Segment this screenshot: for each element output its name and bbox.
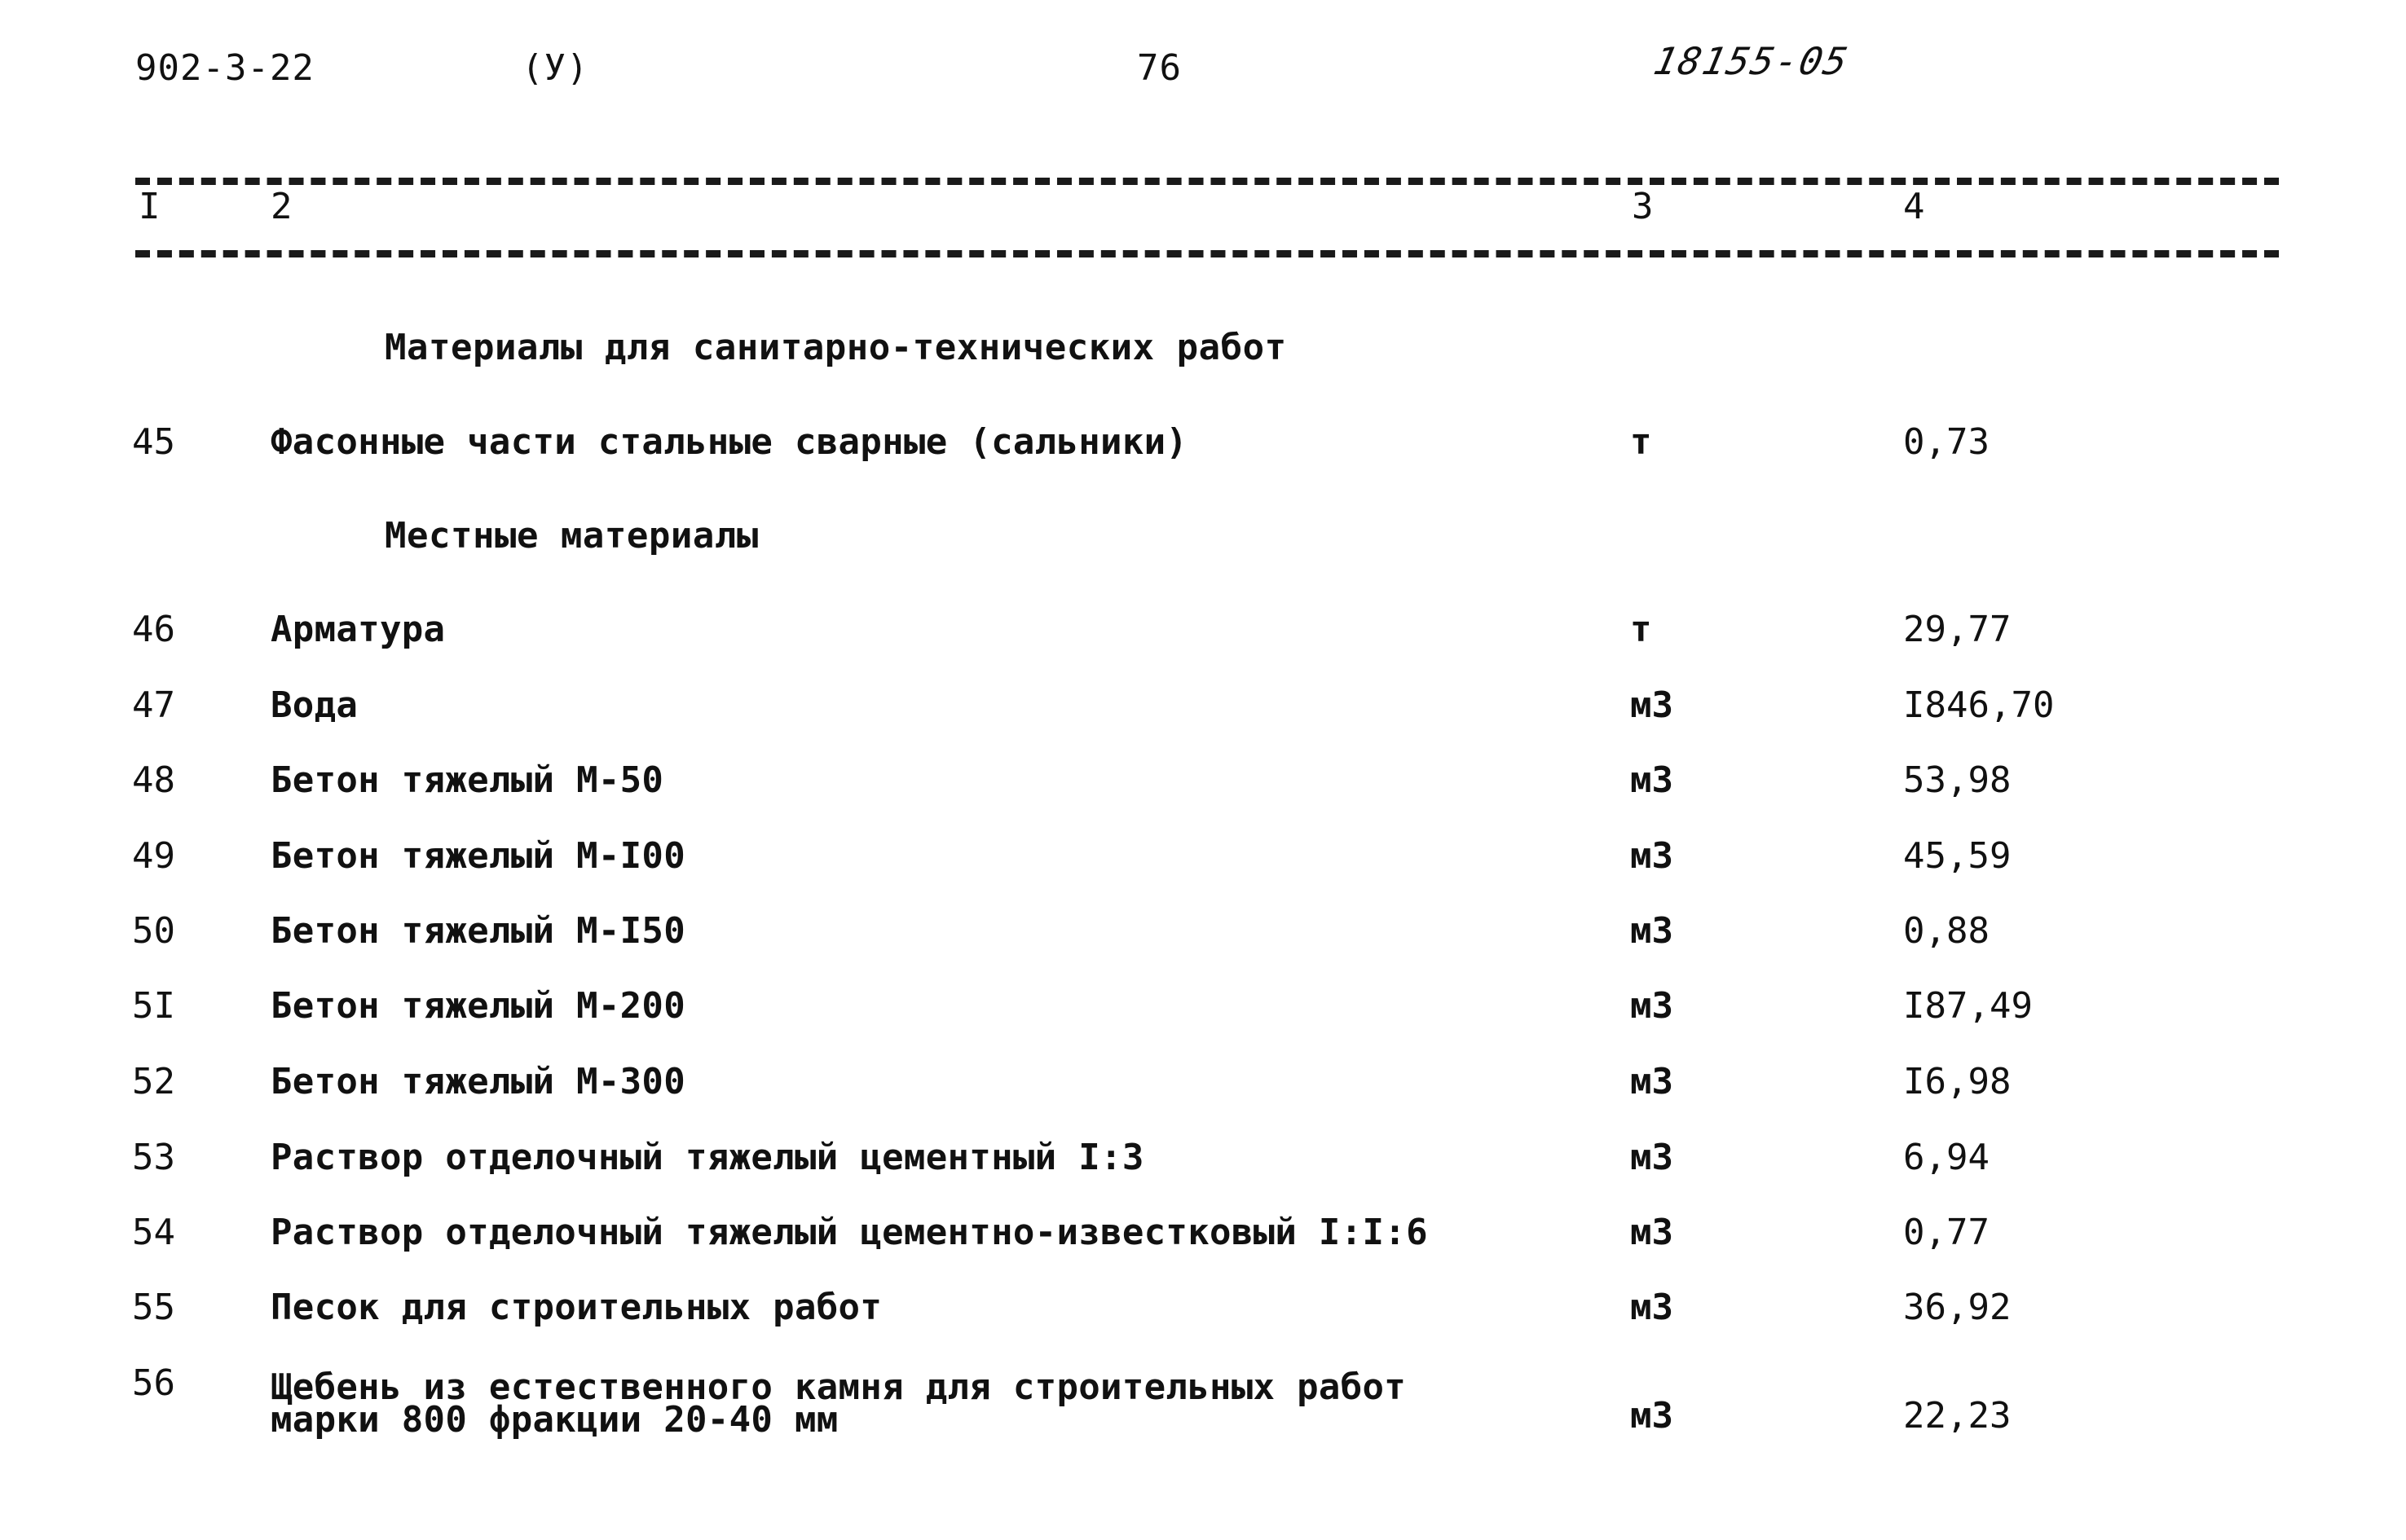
row-number: 54 xyxy=(132,1212,175,1253)
row-number: 49 xyxy=(132,835,175,877)
table-row xyxy=(0,1139,2406,1188)
table-row xyxy=(0,684,2406,736)
row-material-name: Бетон тяжелый М-300 xyxy=(271,1061,686,1102)
row-material-name: Бетон тяжелый М-I50 xyxy=(271,910,686,952)
row-material-name: Раствор отделочный тяжелый цементный I:3 xyxy=(271,1137,1144,1178)
row-material-name: Бетон тяжелый М-50 xyxy=(271,759,664,801)
row-material-name: Бетон тяжелый М-200 xyxy=(271,985,686,1027)
row-quantity: 22,23 xyxy=(1903,1395,2012,1437)
row-number: 47 xyxy=(132,684,175,726)
row-quantity: 0,73 xyxy=(1903,421,1990,463)
row-quantity: 45,59 xyxy=(1903,835,2012,877)
row-number: 45 xyxy=(132,421,175,463)
row-material-name: Вода xyxy=(271,684,359,726)
row-quantity: 0,77 xyxy=(1903,1212,1990,1253)
row-quantity: I6,98 xyxy=(1903,1061,2012,1102)
column-header-3: 3 xyxy=(1632,186,1654,227)
section-title: Местные материалы xyxy=(385,515,759,557)
row-unit: м3 xyxy=(1630,1137,1673,1178)
row-number: 48 xyxy=(132,759,175,801)
row-unit: т xyxy=(1630,421,1652,463)
row-unit: м3 xyxy=(1630,835,1673,877)
row-unit: м3 xyxy=(1630,759,1673,801)
row-material-name: Фасонные части стальные сварные (сальники) xyxy=(271,421,1188,463)
table-header-rule xyxy=(135,250,2279,257)
row-unit: м3 xyxy=(1630,1212,1673,1253)
row-material-name: Арматура xyxy=(271,609,446,650)
table-row xyxy=(0,985,2406,1036)
page-number: 76 xyxy=(1137,47,1182,89)
column-header-2: 2 xyxy=(271,186,293,227)
document-code: 902-3-22 xyxy=(135,47,315,89)
row-quantity: 0,88 xyxy=(1903,910,1990,952)
table-row xyxy=(0,835,2406,887)
row-quantity: I87,49 xyxy=(1903,985,2033,1027)
table-row xyxy=(0,1289,2406,1338)
column-header-1: I xyxy=(139,186,161,227)
table-row xyxy=(0,421,2406,473)
row-quantity: 29,77 xyxy=(1903,609,2012,650)
row-quantity: I846,70 xyxy=(1903,684,2055,726)
table-row xyxy=(0,611,2406,660)
table-row xyxy=(0,1063,2406,1112)
table-row xyxy=(0,910,2406,961)
row-material-name: Песок для строительных работ xyxy=(271,1287,883,1328)
row-material-name: Щебень из естественного камня для строительных работ марки 800 фракции 20-40 мм xyxy=(271,1366,1407,1441)
table-row xyxy=(0,759,2406,811)
row-number: 55 xyxy=(132,1287,175,1328)
row-quantity: 6,94 xyxy=(1903,1137,1990,1178)
row-number: 52 xyxy=(132,1061,175,1102)
row-quantity: 36,92 xyxy=(1903,1287,2012,1328)
row-number: 50 xyxy=(132,910,175,952)
row-unit: м3 xyxy=(1630,1061,1673,1102)
column-header-4: 4 xyxy=(1903,186,1925,227)
row-unit: т xyxy=(1630,609,1652,650)
table-top-rule xyxy=(135,178,2279,185)
row-unit: м3 xyxy=(1630,1395,1673,1437)
row-material-name: Раствор отделочный тяжелый цементно-известковый I:I:6 xyxy=(271,1212,1428,1253)
row-number: 5I xyxy=(132,985,175,1027)
row-number: 56 xyxy=(132,1362,175,1404)
row-number: 46 xyxy=(132,609,175,650)
row-unit: м3 xyxy=(1630,684,1673,726)
table-row xyxy=(0,1214,2406,1263)
table-row xyxy=(0,1362,2406,1454)
row-number: 53 xyxy=(132,1137,175,1178)
section-title: Материалы для санитарно-технических работ xyxy=(385,327,1287,368)
row-unit: м3 xyxy=(1630,1287,1673,1328)
row-unit: м3 xyxy=(1630,910,1673,952)
row-quantity: 53,98 xyxy=(1903,759,2012,801)
handwritten-stamp: 18155-05 xyxy=(1650,39,1853,83)
row-unit: м3 xyxy=(1630,985,1673,1027)
row-material-name: Бетон тяжелый М-I00 xyxy=(271,835,686,877)
document-mark: (У) xyxy=(522,47,589,89)
